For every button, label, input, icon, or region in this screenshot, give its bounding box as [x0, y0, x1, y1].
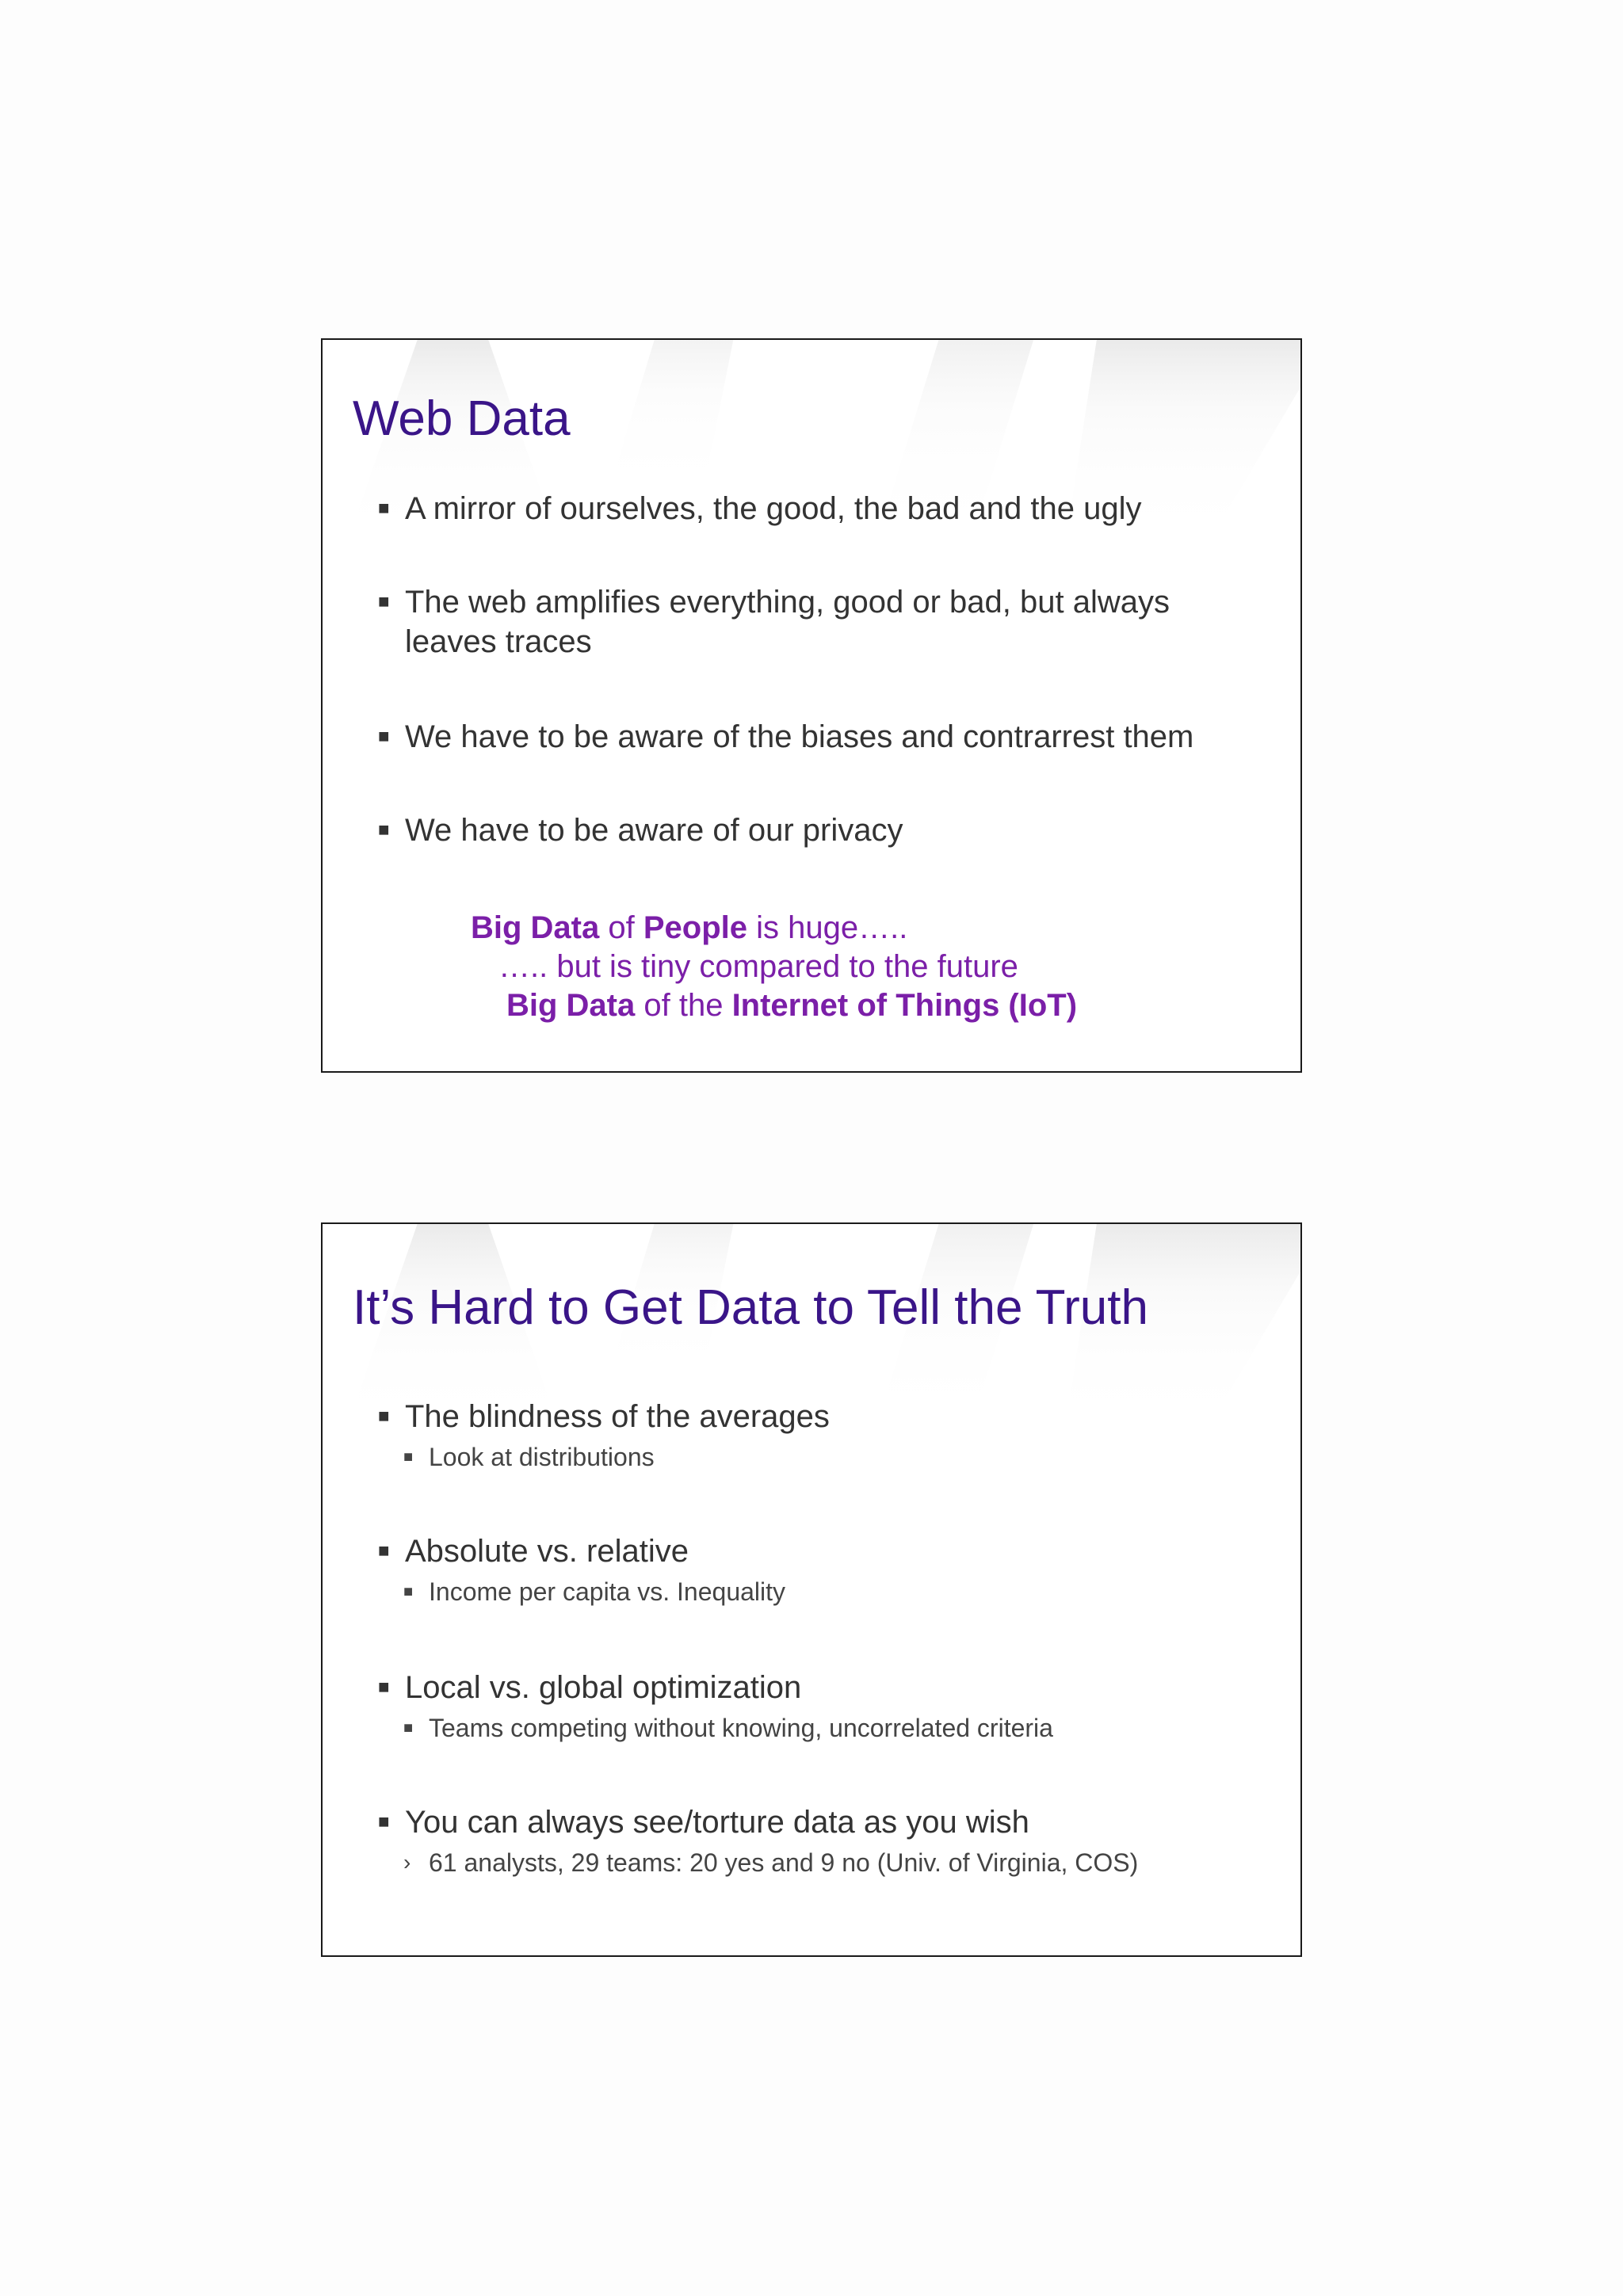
sub-bullet-item [405, 1441, 655, 1473]
bullet-text: You can always see/torture data as you wish [405, 1805, 1029, 1840]
bullet-item [378, 1531, 1267, 1606]
note-bold: Internet of Things (IoT) [731, 988, 1078, 1023]
sub-bullet-text: Look at distributions [429, 1443, 655, 1471]
slide-title: Web Data [353, 391, 571, 446]
sub-bullet-text: Income per capita vs. Inequality [429, 1577, 786, 1606]
square-bullet-icon: ■ [378, 1405, 390, 1427]
slide-title: It’s Hard to Get Data to Tell the Truth [353, 1280, 1148, 1335]
square-bullet-icon: ■ [403, 1719, 414, 1737]
bullet-text: Absolute vs. relative [405, 1534, 689, 1569]
bullet-item [380, 717, 1267, 757]
square-bullet-icon: ■ [403, 1448, 414, 1466]
highlight-note-line-2 [498, 948, 1018, 986]
bullet-item [380, 582, 1267, 662]
sub-bullet-item [405, 1576, 785, 1608]
sub-bullet-item [405, 1847, 1138, 1878]
bullet-text: A mirror of ourselves, the good, the bad and the ugly [405, 491, 1142, 526]
square-bullet-icon: ■ [378, 498, 390, 519]
note-text: ….. but is tiny compared to the future [498, 949, 1018, 984]
highlight-note-line-3 [506, 986, 1077, 1025]
note-text: of the [635, 988, 732, 1023]
bullet-item [378, 1802, 1267, 1877]
chevron-right-icon: › [403, 1850, 411, 1875]
sub-bullet-text: Teams competing without knowing, uncorrelated criteria [429, 1714, 1053, 1742]
bullet-item [378, 1668, 1267, 1742]
note-text: is huge….. [747, 910, 908, 945]
slide-web-data [321, 338, 1302, 1073]
note-bold: People [643, 910, 747, 945]
square-bullet-icon: ■ [378, 819, 390, 841]
square-bullet-icon: ■ [378, 1676, 390, 1698]
bullet-text: We have to be aware of our privacy [405, 813, 903, 848]
slide-hard-to-get-data [321, 1222, 1302, 1957]
bullet-text: We have to be aware of the biases and contrarrest them [405, 719, 1194, 754]
sub-bullet-item [405, 1712, 1053, 1744]
note-bold: Big Data [471, 910, 600, 945]
bullet-item [380, 489, 1267, 528]
note-bold: Big Data [506, 988, 636, 1023]
note-text: of [599, 910, 643, 945]
square-bullet-icon: ■ [378, 726, 390, 747]
bullet-text: Local vs. global optimization [405, 1670, 802, 1705]
sub-bullet-text: 61 analysts, 29 teams: 20 yes and 9 no (Univ. of Virginia, COS) [429, 1848, 1139, 1877]
bullet-item [380, 810, 1267, 850]
bullet-text: The blindness of the averages [405, 1399, 830, 1434]
highlight-note-line-1 [471, 909, 907, 948]
square-bullet-icon: ■ [378, 591, 390, 612]
bullet-text: The web amplifies everything, good or bad, but always leaves traces [405, 585, 1170, 659]
square-bullet-icon: ■ [403, 1583, 414, 1600]
bullet-item [378, 1397, 1267, 1471]
square-bullet-icon: ■ [378, 1540, 390, 1562]
square-bullet-icon: ■ [378, 1811, 390, 1833]
